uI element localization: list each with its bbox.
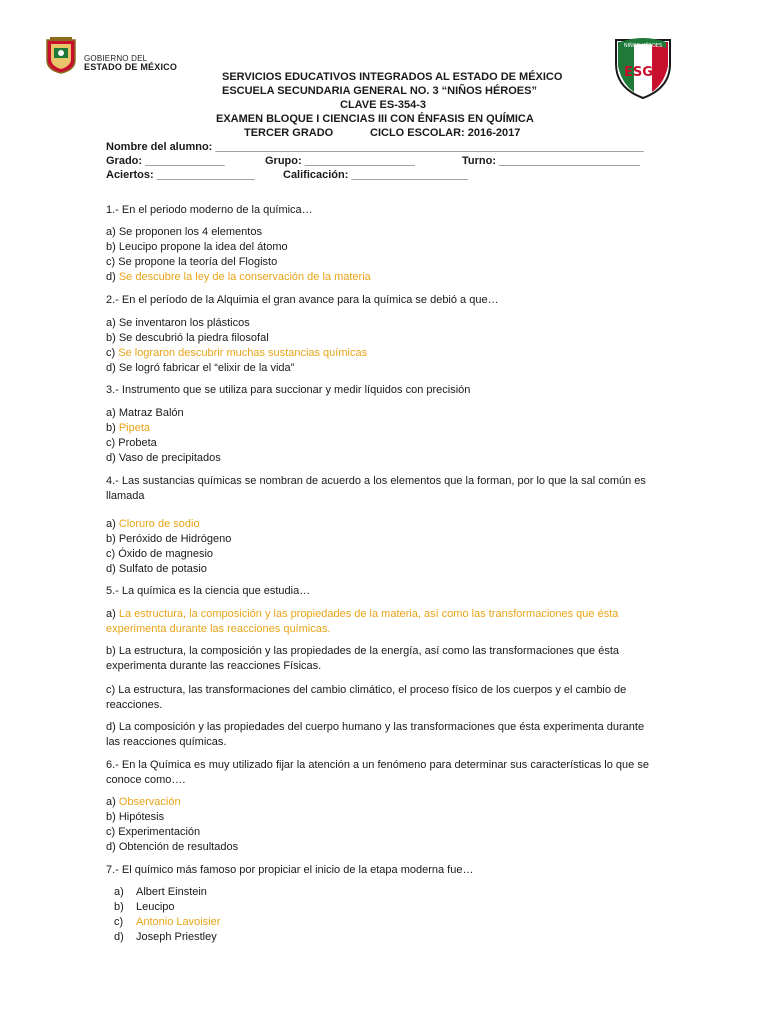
state-emblem-icon (44, 36, 78, 74)
question-5: 5.- La química es la ciencia que estudia… (106, 585, 311, 597)
student-name-field[interactable]: Nombre del alumno: ______________________________________________________________________ (106, 141, 644, 153)
question-6: 6.- En la Química es muy utilizado fijar la atención a un fenómeno para determinar sus características lo que se conoce como…. (106, 759, 649, 786)
shield-top-text: NIÑOS HÉROES (623, 43, 663, 49)
header-cycle: CICLO ESCOLAR: 2016-2017 (370, 127, 521, 139)
option-7b[interactable]: Leucipo (136, 901, 175, 913)
option-7c[interactable]: Antonio Lavoisier (136, 916, 221, 928)
option-6b[interactable]: b) Hipótesis (106, 811, 165, 823)
question-7: 7.- El químico más famoso por propiciar el inicio de la etapa moderna fue… (106, 864, 474, 876)
option-5d[interactable]: d) La composición y las propiedades del cuerpo humano y las transformaciones que ésta experimenta durante las reacciones químicas. (106, 721, 645, 748)
option-4a[interactable]: a) Cloruro de sodio (106, 518, 200, 530)
header-line-2: ESCUELA SECUNDARIA GENERAL NO. 3 “NIÑOS HÉROES” (222, 85, 537, 97)
header-grade: TERCER GRADO (244, 127, 334, 139)
header-line-1: SERVICIOS EDUCATIVOS INTEGRADOS AL ESTADO DE MÉXICO (222, 71, 563, 83)
header-line-4: EXAMEN BLOQUE I CIENCIAS III CON ÉNFASIS EN QUÍMICA (216, 113, 534, 125)
question-1: 1.- En el periodo moderno de la química… (106, 204, 313, 216)
option-3a[interactable]: a) Matraz Balón (106, 407, 184, 419)
grupo-field[interactable]: Grupo: __________________ (265, 155, 415, 167)
gov-line-2: ESTADO DE MÉXICO (84, 62, 178, 72)
option-2d[interactable]: d) Se logró fabricar el “elixir de la vida” (106, 362, 295, 374)
option-3c[interactable]: c) Probeta (106, 437, 157, 449)
option-7a[interactable]: Albert Einstein (136, 886, 207, 898)
option-2b[interactable]: b) Se descubrió la piedra filosofal (106, 332, 269, 344)
shield-mid-text: ESG3 (624, 65, 662, 80)
option-5b[interactable]: b) La estructura, la composición y las propiedades de la energía, así como las transformaciones que ésta experimenta durante las reacciones Físicas. (106, 645, 619, 672)
turno-field[interactable]: Turno: _______________________ (462, 155, 640, 167)
option-7d[interactable]: Joseph Priestley (136, 931, 217, 943)
option-7d-marker: d) (114, 931, 124, 943)
option-6d[interactable]: d) Obtención de resultados (106, 841, 239, 853)
option-2a[interactable]: a) Se inventaron los plásticos (106, 317, 250, 329)
option-4d[interactable]: d) Sulfato de potasio (106, 563, 207, 575)
option-6a[interactable]: a) Observación (106, 796, 181, 808)
option-5c[interactable]: c) La estructura, las transformaciones del cambio climático, el proceso físico de los cuerpos y el cambio de reacciones. (106, 684, 627, 711)
option-1b[interactable]: b) Leucipo propone la idea del átomo (106, 241, 288, 253)
option-1a[interactable]: a) Se proponen los 4 elementos (106, 226, 262, 238)
option-5a[interactable]: a) La estructura, la composición y las propiedades de la materia, así como las transformaciones que ésta experimenta durante las reacciones químicas. (106, 608, 619, 635)
option-7c-marker: c) (114, 916, 124, 928)
option-4c[interactable]: c) Óxido de magnesio (106, 548, 214, 560)
header-line-3: CLAVE ES-354-3 (340, 99, 426, 111)
government-logo (44, 36, 194, 80)
aciertos-field[interactable]: Aciertos: ________________ (106, 169, 255, 181)
option-6c[interactable]: c) Experimentación (106, 826, 201, 838)
question-2: 2.- En el período de la Alquimia el gran avance para la química se debió a que… (106, 294, 499, 306)
school-shield-icon (612, 34, 674, 100)
option-1d[interactable]: d) Se descubre la ley de la conservación de la materia (106, 271, 371, 283)
question-4: 4.- Las sustancias químicas se nombran de acuerdo a los elementos que la forman, por lo que la sal común es llamada (106, 475, 646, 502)
option-3d[interactable]: d) Vaso de precipitados (106, 452, 221, 464)
calificacion-field[interactable]: Calificación: ___________________ (283, 169, 468, 181)
option-7a-marker: a) (114, 886, 124, 898)
grado-field[interactable]: Grado: _____________ (106, 155, 225, 167)
option-1c[interactable]: c) Se propone la teoría del Flogisto (106, 256, 278, 268)
question-3: 3.- Instrumento que se utiliza para succionar y medir líquidos con precisión (106, 384, 471, 396)
option-7b-marker: b) (114, 901, 124, 913)
gov-line-1: GOBIERNO DEL (84, 54, 148, 63)
option-4b[interactable]: b) Peróxido de Hidrógeno (106, 533, 232, 545)
option-3b[interactable]: b) Pipeta (106, 422, 151, 434)
option-2c[interactable]: c) Se lograron descubrir muchas sustancias químicas (106, 347, 368, 359)
